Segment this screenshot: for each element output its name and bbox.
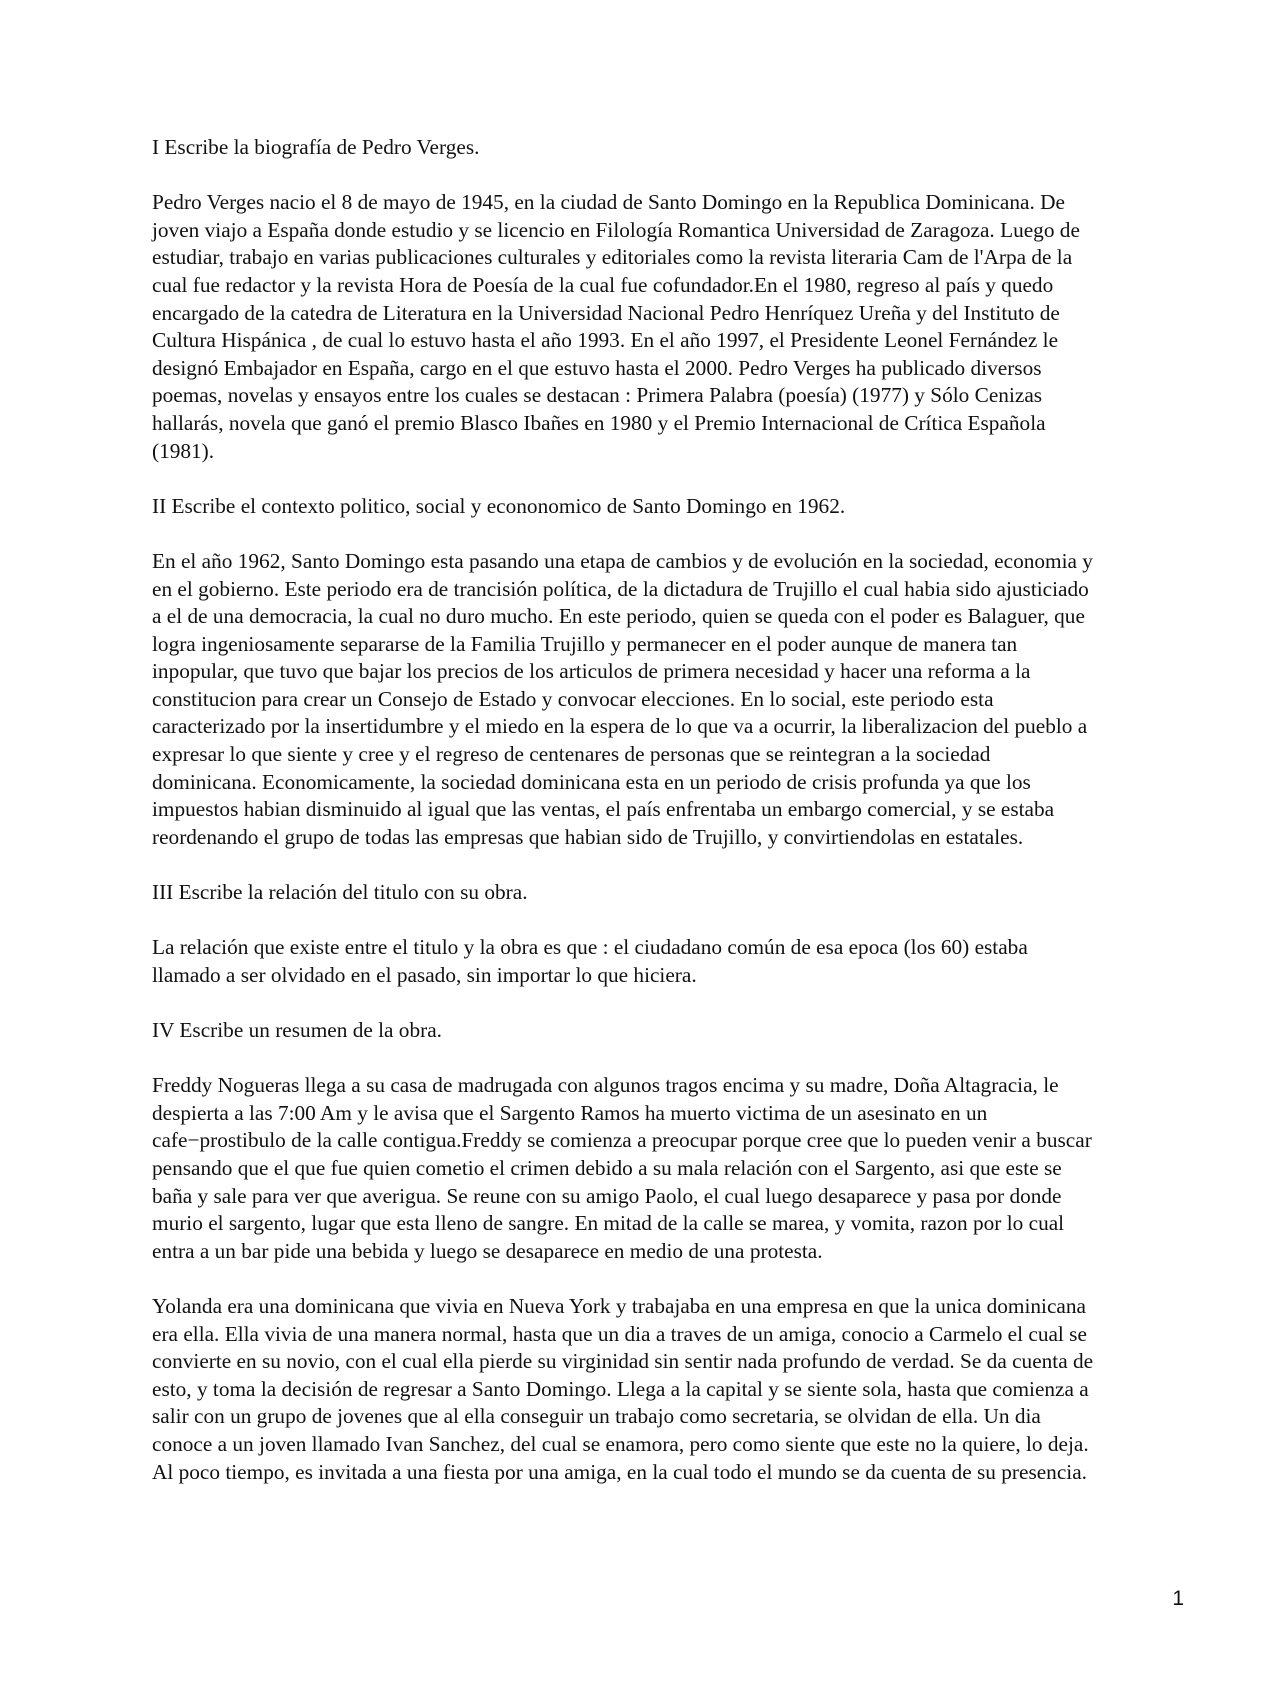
text-line: inpopular, que tuvo que bajar los precios de los articulos de primera necesidad y hacer una reforma a la (152, 659, 1031, 684)
text-line: murio el sargento, lugar que esta lleno de sangre. En mitad de la calle se marea, y vomita, razon por lo cual (152, 1211, 1065, 1236)
text-line: baña y sale para ver que averigua. Se reune con su amigo Paolo, el cual luego desaparece y pasa por donde (152, 1183, 1062, 1208)
text-line: conoce a un joven llamado Ivan Sanchez, del cual se enamora, pero como siente que este no la quiere, lo deja. (152, 1431, 1089, 1456)
text-line: esto, y toma la decisión de regresar a Santo Domingo. Llega a la capital y se siente sola, hasta que comienza a (152, 1376, 1089, 1401)
answer-q2-paragraph (152, 548, 1192, 852)
heading-q3: III Escribe la relación del titulo con su obra. (152, 880, 528, 905)
text-line: impuestos habian disminuido al igual que las ventas, el país enfrentaba un embargo comercial, y se estaba (152, 797, 1055, 822)
text-line: En el año 1962, Santo Domingo esta pasando una etapa de cambios y de evolución en la sociedad, economia y (152, 548, 1093, 573)
text-line: reordenando el grupo de todas las empresas que habian sido de Trujillo, y convirtiendolas en estatales. (152, 824, 1024, 849)
text-line: logra ingeniosamente separarse de la Familia Trujillo y permanecer en el poder aunque de manera tan (152, 631, 1018, 656)
text-line: Al poco tiempo, es invitada a una fiesta por una amiga, en la cual todo el mundo se da cuenta de su presencia. (152, 1459, 1087, 1484)
text-line: pensando que el que fue quien cometio el crimen debido a su mala relación con el Sargento, asi que este se (152, 1155, 1062, 1180)
text-line: caracterizado por la insertidumbre y el miedo en la espera de lo que va a ocurrir, la liberalizacion del pueblo a (152, 714, 1088, 739)
text-line: salir con un grupo de jovenes que al ella conseguir un trabajo como secretaria, se olvidan de ella. Un dia (152, 1404, 1041, 1429)
text-line: expresar lo que siente y cree y el regreso de centenares de personas que se reintegran a la sociedad (152, 742, 991, 767)
text-line: llamado a ser olvidado en el pasado, sin importar lo que hiciera. (152, 962, 697, 987)
text-line: hallarás, novela que ganó el premio Blasco Ibañes en 1980 y el Premio Internacional de Crítica Española (152, 410, 1046, 435)
page-number: 1 (1172, 1587, 1184, 1610)
text-line: Pedro Verges nacio el 8 de mayo de 1945, en la ciudad de Santo Domingo en la Republica Dominicana. De (152, 190, 1065, 215)
answer-q1-paragraph (152, 189, 1192, 465)
document-body (152, 134, 1192, 1514)
text-line: Freddy Nogueras llega a su casa de madrugada con algunos tragos encima y su madre, Doña Altagracia, le (152, 1073, 1059, 1098)
text-line: en el gobierno. Este periodo era de trancisión política, de la dictadura de Trujillo el cual habia sido ajusticiado (152, 576, 1089, 601)
text-line: La relación que existe entre el titulo y la obra es que : el ciudadano común de esa epoca (los 60) estaba (152, 935, 1028, 960)
text-line: poemas, novelas y ensayos entre los cuales se destacan : Primera Palabra (poesía) (1977) y Sólo Cenizas (152, 383, 1043, 408)
text-line: (1981). (152, 438, 215, 463)
text-line: convierte en su novio, con el cual ella pierde su virginidad sin sentir nada profundo de verdad. Se da cuenta de (152, 1349, 1094, 1374)
text-line: Yolanda era una dominicana que vivia en Nueva York y trabajaba en una empresa en que la unica dominicana (152, 1293, 1086, 1318)
text-line: despierta a las 7:00 Am y le avisa que el Sargento Ramos ha muerto victima de un asesinato en un (152, 1100, 988, 1125)
text-line: dominicana. Economicamente, la sociedad dominicana esta en un periodo de crisis profunda ya que los (152, 769, 1031, 794)
answer-q3-paragraph (152, 934, 1192, 989)
heading-q4: IV Escribe un resumen de la obra. (152, 1018, 442, 1042)
text-line: a el de una democracia, la cual no duro mucho. En este periodo, quien se queda con el poder es Balaguer, que (152, 604, 1085, 629)
text-line: designó Embajador en España, cargo en el que estuvo hasta el 2000. Pedro Verges ha publicado diversos (152, 355, 1042, 380)
heading-q1: I Escribe la biografía de Pedro Verges. (152, 135, 480, 159)
text-line: estudiar, trabajo en varias publicaciones culturales y editoriales como la revista literaria Cam de l'Arpa de la (152, 245, 1073, 270)
text-line: constitucion para crear un Consejo de Estado y convocar elecciones. En lo social, este periodo esta (152, 686, 994, 711)
text-line: era ella. Ella vivia de una manera normal, hasta que un dia a traves de un amiga, conocio a Carmelo el cual se (152, 1321, 1087, 1346)
text-line: Cultura Hispánica , de cual lo estuvo hasta el año 1993. En el año 1997, el Presidente Leonel Fernández le (152, 328, 1059, 353)
text-line: cual fue redactor y la revista Hora de Poesía de la cual fue cofundador.En el 1980, regreso al país y quedo (152, 272, 1054, 297)
text-line: entra a un bar pide una bebida y luego se desaparece en medio de una protesta. (152, 1238, 823, 1263)
text-line: joven viajo a España donde estudio y se licencio en Filología Romantica Universidad de Zaragoza. Luego de (152, 217, 1080, 242)
text-line: cafe−prostibulo de la calle contigua.Freddy se comienza a preocupar porque cree que lo pueden venir a buscar (152, 1128, 1092, 1153)
answer-q4-paragraph-1 (152, 1072, 1192, 1265)
text-line: encargado de la catedra de Literatura en la Universidad Nacional Pedro Henríquez Ureña y del Instituto de (152, 300, 1060, 325)
answer-q4-paragraph-2 (152, 1293, 1192, 1486)
heading-q2: II Escribe el contexto politico, social y econonomico de Santo Domingo en 1962. (152, 493, 846, 518)
